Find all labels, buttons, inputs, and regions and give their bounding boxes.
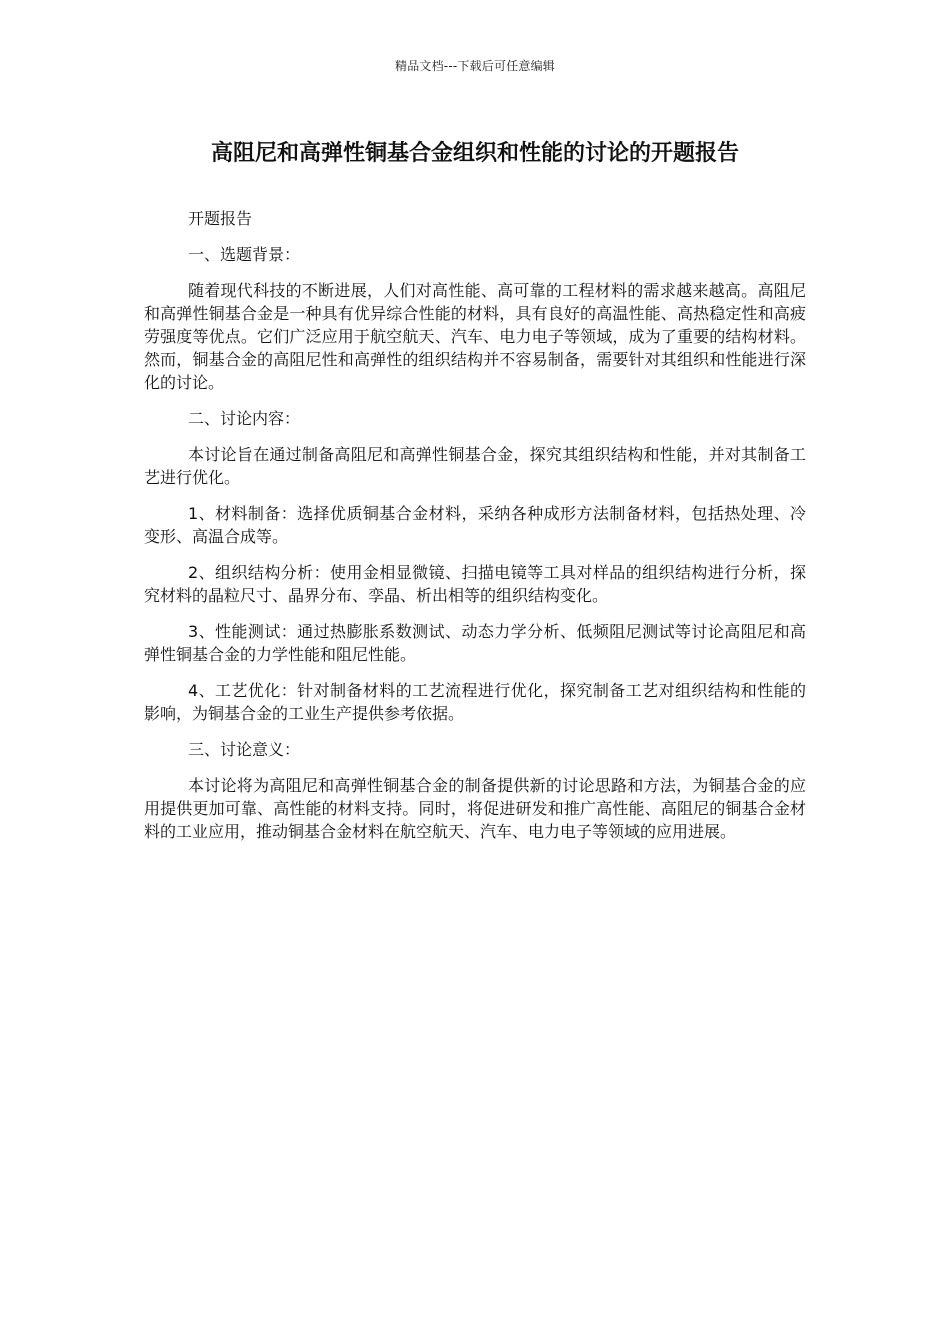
paragraph-content-intro: 本讨论旨在通过制备高阻尼和高弹性铜基合金，探究其组织结构和性能，并对其制备工艺进行优化。 (144, 445, 806, 487)
header-note: 精品文档---下载后可任意编辑 (395, 59, 555, 73)
list-item-performance-test: 3、性能测试：通过热膨胀系数测试、动态力学分析、低频阻尼测试等讨论高阻尼和高弹性铜基合金的力学性能和阻尼性能。 (144, 622, 806, 664)
document-title: 高阻尼和高弹性铜基合金组织和性能的讨论的开题报告 (210, 141, 739, 166)
paragraph-report-label: 开题报告 (188, 209, 253, 228)
paragraph-background: 随着现代科技的不断进展，人们对高性能、高可靠的工程材料的需求越来越高。高阻尼和高弹性铜基合金是一种具有优异综合性能的材料，具有良好的高温性能、高热稳定性和高疲劳强度等优点。它们广泛应用于航空航天、汽车、电力电子等领域，成为了重要的结构材料。然而，铜基合金的高阻尼性和高弹性的组织结构并不容易制备，需要针对其组织和性能进行深化的讨论。 (144, 281, 806, 392)
section-heading-background: 一、选题背景： (188, 245, 301, 264)
list-item-structure-analysis: 2、组织结构分析：使用金相显微镜、扫描电镜等工具对样品的组织结构进行分析，探究材料的晶粒尺寸、晶界分布、孪晶、析出相等的组织结构变化。 (144, 563, 806, 605)
section-heading-content: 二、讨论内容： (188, 409, 301, 428)
document-body (144, 207, 806, 856)
paragraph-significance: 本讨论将为高阻尼和高弹性铜基合金的制备提供新的讨论思路和方法，为铜基合金的应用提供更加可靠、高性能的材料支持。同时，将促进研发和推广高性能、高阻尼的铜基合金材料的工业应用，推动铜基合金材料在航空航天、汽车、电力电子等领域的应用进展。 (144, 776, 806, 841)
list-item-material-prep: 1、材料制备：选择优质铜基合金材料，采纳各种成形方法制备材料，包括热处理、冷变形、高温合成等。 (144, 504, 806, 546)
list-item-process-optimization: 4、工艺优化：针对制备材料的工艺流程进行优化，探究制备工艺对组织结构和性能的影响，为铜基合金的工业生产提供参考依据。 (144, 681, 806, 723)
section-heading-significance: 三、讨论意义： (188, 740, 301, 759)
